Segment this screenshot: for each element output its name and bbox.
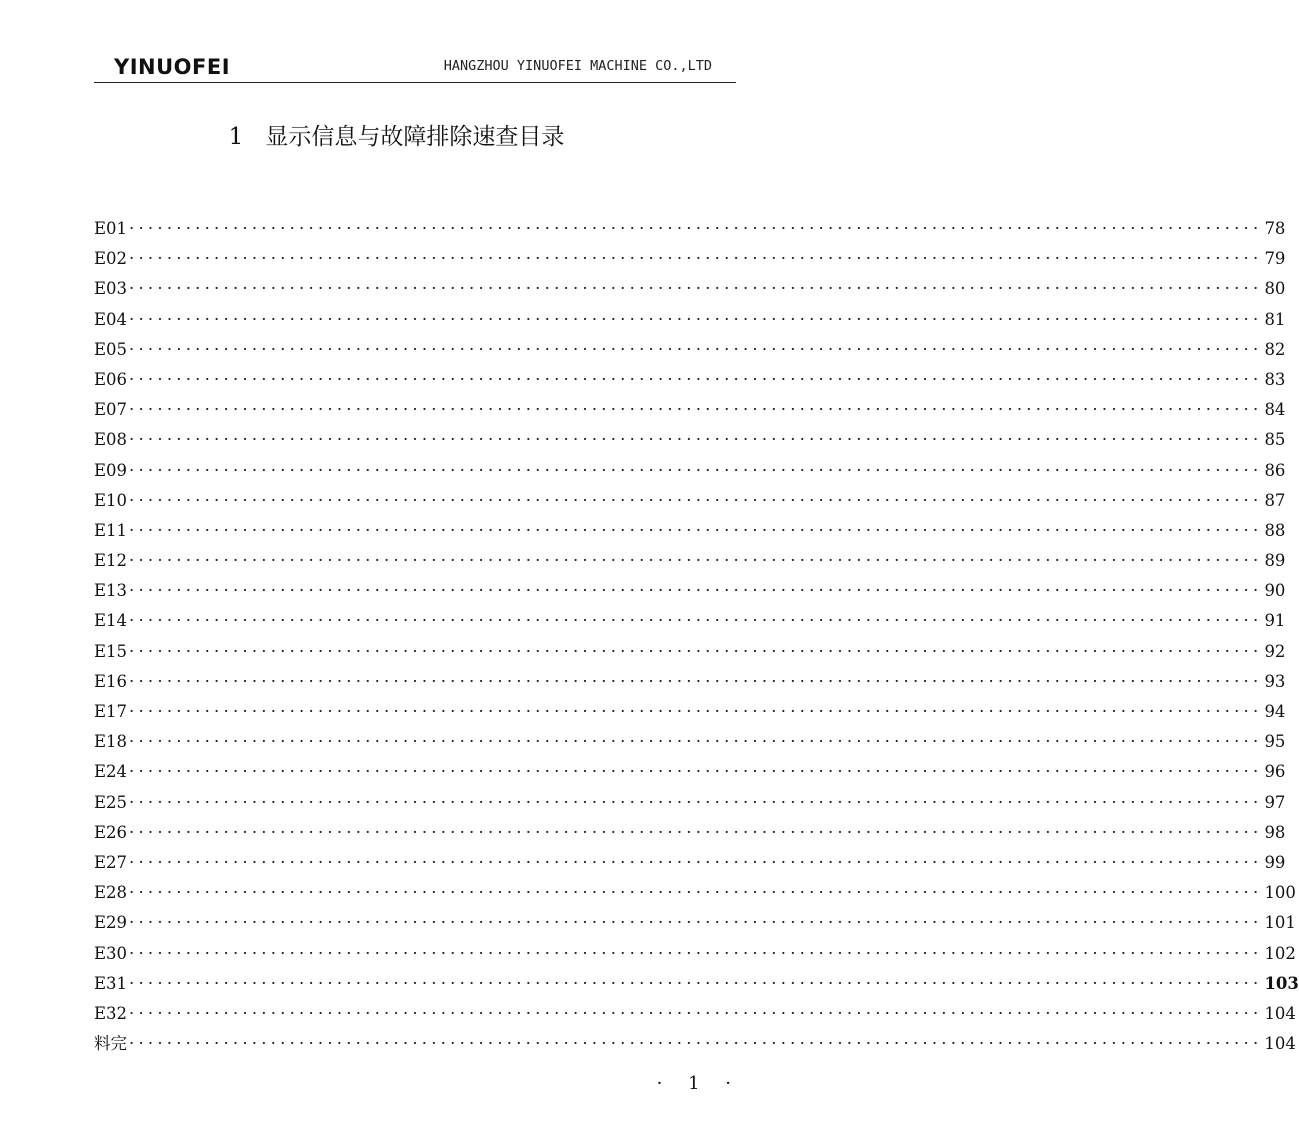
toc-entry-page: 104 <box>1264 1034 1296 1054</box>
company-name: HANGZHOU YINUOFEI MACHINE CO.,LTD <box>443 58 712 74</box>
toc-entry-page: 87 <box>1264 490 1286 510</box>
toc-entry-page: 90 <box>1264 581 1286 601</box>
toc-entry-code: E27 <box>94 852 128 872</box>
toc-entry-code: E25 <box>94 792 128 812</box>
toc-entry-code: 料完 <box>94 1034 127 1054</box>
toc-entry-page: 79 <box>1264 249 1286 269</box>
toc-entry[interactable] <box>94 667 1286 697</box>
toc-entry[interactable] <box>94 214 1286 244</box>
toc-entry-page: 103 <box>1264 973 1299 993</box>
toc-entry-page: 81 <box>1264 309 1286 329</box>
toc-entry[interactable] <box>94 274 1286 304</box>
toc-entry-code: E17 <box>94 702 128 721</box>
toc-leader-dots: ························································································································ <box>129 913 1263 933</box>
toc-entry-code: E26 <box>94 822 128 842</box>
toc-entry-code: E07 <box>94 400 128 420</box>
toc-entry-code: E18 <box>94 732 128 752</box>
toc-leader-dots: ························································································································ <box>129 1003 1263 1023</box>
toc-entry[interactable] <box>94 456 1286 486</box>
toc-entry-page: 96 <box>1264 762 1286 782</box>
toc-entry-code: E14 <box>94 611 128 631</box>
toc-entry[interactable] <box>94 848 1286 878</box>
toc-entry-code: E10 <box>94 490 128 510</box>
page-title <box>0 118 793 151</box>
toc-entry-code: E01 <box>94 219 128 238</box>
toc-entry-page: 101 <box>1264 913 1296 933</box>
toc-entry-page: 80 <box>1264 279 1286 299</box>
toc-entry-page: 98 <box>1264 822 1286 842</box>
toc-leader-dots: ························································································································ <box>129 400 1263 420</box>
toc-leader-dots: ························································································································ <box>129 762 1263 782</box>
toc-entry[interactable] <box>94 1029 1296 1059</box>
toc-leader-dots: ························································································································ <box>129 973 1263 993</box>
toc-leader-dots: ························································································································ <box>129 611 1263 631</box>
toc-leader-dots: ························································································································ <box>129 249 1263 269</box>
toc-entry-page: 78 <box>1264 219 1286 238</box>
toc-entry-code: E31 <box>94 973 128 993</box>
toc-entry-code: E04 <box>94 309 128 329</box>
toc-entry-page: 94 <box>1264 702 1286 721</box>
toc-entry-code: E15 <box>94 641 128 661</box>
toc-entry[interactable] <box>94 999 1296 1029</box>
table-of-contents <box>94 214 1299 1059</box>
toc-entry-page: 84 <box>1264 400 1286 420</box>
toc-entry-page: 104 <box>1264 1003 1296 1023</box>
toc-entry-page: 95 <box>1264 732 1286 752</box>
toc-entry-code: E30 <box>94 943 128 963</box>
toc-leader-dots: ························································································································ <box>129 581 1263 601</box>
toc-leader-dots: ························································································································ <box>129 943 1263 963</box>
toc-entry[interactable] <box>94 305 1286 335</box>
toc-entry[interactable] <box>94 697 1286 727</box>
toc-entry-code: E24 <box>94 762 128 782</box>
toc-entry-code: E06 <box>94 369 128 389</box>
toc-entry-code: E05 <box>94 339 128 359</box>
toc-entry-page: 88 <box>1264 520 1286 540</box>
toc-entry[interactable] <box>94 637 1286 667</box>
toc-entry-code: E12 <box>94 551 128 571</box>
toc-entry-code: E09 <box>94 460 128 480</box>
page-header <box>94 54 736 83</box>
toc-leader-dots: ························································································································ <box>129 792 1263 812</box>
toc-leader-dots: ························································································································ <box>129 369 1263 389</box>
toc-entry[interactable] <box>94 818 1286 848</box>
toc-entry-code: E11 <box>94 520 128 540</box>
toc-leader-dots: ························································································································ <box>129 219 1263 238</box>
toc-leader-dots: ························································································································ <box>129 309 1263 329</box>
toc-entry[interactable] <box>94 486 1286 516</box>
toc-entry-code: E16 <box>94 671 128 691</box>
toc-entry-page: 93 <box>1264 671 1286 691</box>
toc-leader-dots: ························································································································ <box>129 822 1263 842</box>
toc-entry-page: 92 <box>1264 641 1286 661</box>
toc-entry[interactable] <box>94 244 1286 274</box>
toc-leader-dots: ························································································································ <box>129 460 1263 480</box>
toc-entry-code: E03 <box>94 279 128 299</box>
toc-entry-code: E08 <box>94 430 128 450</box>
toc-entry[interactable] <box>94 395 1286 425</box>
toc-leader-dots: ························································································································ <box>129 520 1263 540</box>
company-logo: YINUOFEI <box>114 55 231 79</box>
toc-entry[interactable] <box>94 757 1286 787</box>
toc-leader-dots: ························································································································ <box>129 551 1263 571</box>
toc-entry-page: 89 <box>1264 551 1286 571</box>
toc-entry-code: E28 <box>94 883 128 903</box>
toc-entry[interactable] <box>94 365 1286 395</box>
toc-entry-page: 83 <box>1264 369 1286 389</box>
toc-leader-dots: ························································································································ <box>129 702 1263 721</box>
toc-entry[interactable] <box>94 606 1286 636</box>
toc-leader-dots: ························································································································ <box>129 852 1263 872</box>
toc-entry-page: 82 <box>1264 339 1286 359</box>
toc-entry[interactable] <box>94 516 1286 546</box>
toc-entry-page: 102 <box>1264 943 1296 963</box>
toc-entry[interactable] <box>94 727 1286 757</box>
toc-leader-dots: ························································································································ <box>129 1034 1263 1054</box>
toc-leader-dots: ························································································································ <box>129 279 1263 299</box>
toc-entry-page: 99 <box>1264 852 1286 872</box>
toc-leader-dots: ························································································································ <box>129 339 1263 359</box>
toc-entry-code: E13 <box>94 581 128 601</box>
toc-entry[interactable] <box>94 939 1296 969</box>
toc-entry-page: 100 <box>1264 883 1296 903</box>
toc-leader-dots: ························································································································ <box>129 641 1263 661</box>
toc-leader-dots: ························································································································ <box>129 430 1263 450</box>
toc-entry[interactable] <box>94 335 1286 365</box>
toc-entry-code: E02 <box>94 249 128 269</box>
section-number: 1 <box>228 124 244 150</box>
toc-entry[interactable] <box>94 878 1296 908</box>
toc-entry-code: E29 <box>94 913 128 933</box>
toc-entry[interactable] <box>94 425 1286 455</box>
toc-leader-dots: ························································································································ <box>129 732 1263 752</box>
toc-leader-dots: ························································································································ <box>129 490 1263 510</box>
toc-leader-dots: ························································································································ <box>129 671 1263 691</box>
toc-entry-page: 85 <box>1264 430 1286 450</box>
toc-leader-dots: ························································································································ <box>129 883 1263 903</box>
toc-entry[interactable] <box>94 969 1299 999</box>
page-number: · 1 · <box>656 1073 741 1094</box>
toc-entry[interactable] <box>94 908 1296 938</box>
toc-entry[interactable] <box>94 546 1286 576</box>
section-title: 显示信息与故障排除速查目录 <box>265 124 565 150</box>
toc-entry[interactable] <box>94 576 1286 606</box>
toc-entry-code: E32 <box>94 1003 128 1023</box>
toc-entry[interactable] <box>94 788 1286 818</box>
toc-entry-page: 86 <box>1264 460 1286 480</box>
toc-entry-page: 97 <box>1264 792 1286 812</box>
toc-entry-page: 91 <box>1264 611 1286 631</box>
